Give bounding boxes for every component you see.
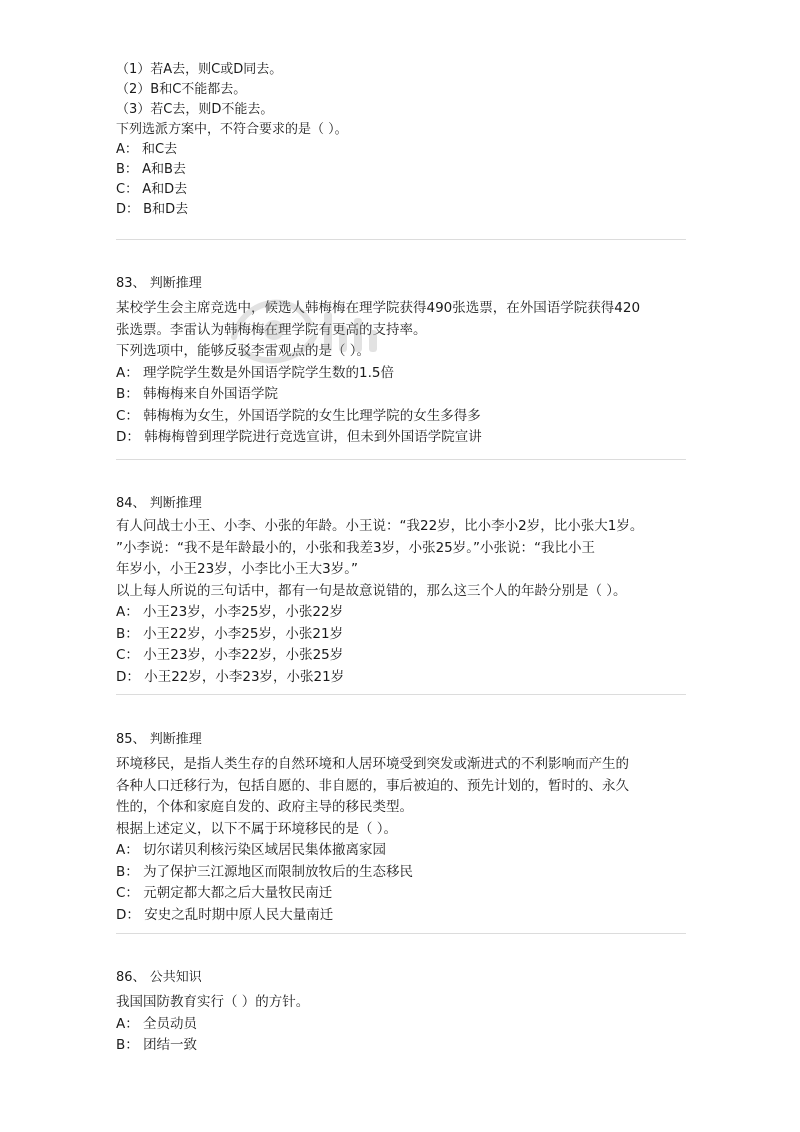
divider — [116, 239, 686, 240]
option-label: D： — [116, 906, 140, 923]
option-b — [116, 624, 686, 646]
option-text: 和C去 — [142, 142, 178, 157]
intro-line: 下列选派方案中，不符合要求的是（ ）。 — [116, 122, 348, 137]
question-stem-line: 某校学生会主席竞选中，候选人韩梅梅在理学院获得490张选票，在外国语学院获得420 — [116, 300, 641, 316]
question-stem-line: 有人问战士小王、小李、小张的年龄。小王说：“我22岁，比小李小2岁，比小张大1岁。 — [116, 518, 644, 534]
option-text: 切尔诺贝利核污染区域居民集体撤离家园 — [143, 842, 387, 858]
question-stem-line: 以上每人所说的三句话中，都有一句是故意说错的，那么这三个人的年龄分别是（ ）。 — [116, 582, 627, 599]
divider — [116, 933, 686, 934]
question-header — [116, 494, 686, 514]
option-label: A： — [116, 842, 139, 858]
question-header — [116, 968, 686, 988]
option-a — [116, 363, 686, 385]
option-c — [116, 883, 686, 905]
option-label: C： — [116, 647, 139, 663]
option-label: A： — [116, 1015, 139, 1032]
option-a — [116, 602, 686, 624]
option-label: A： — [116, 604, 139, 620]
question-stem-line: ”小李说：“我不是年龄最小的，小张和我差3岁，小张25岁。”小张说：“我比小王 — [116, 539, 595, 556]
question-header — [116, 274, 686, 294]
option-label: C： — [116, 407, 139, 424]
question-category: 判断推理 — [149, 276, 202, 291]
option-text: 全员动员 — [143, 1015, 198, 1032]
option-text: 为了保护三江源地区而限制放牧后的生态移民 — [143, 863, 414, 880]
option-label: B： — [116, 162, 138, 177]
question-85 — [116, 730, 686, 923]
option-a — [116, 140, 177, 159]
option-a — [116, 1014, 686, 1036]
option-text: 小王22岁，小李23岁，小张21岁 — [144, 668, 345, 685]
option-label: A： — [116, 142, 138, 157]
option-text: 韩梅梅为女生，外国语学院的女生比理学院的女生多得多 — [143, 407, 481, 424]
question-stem-line: 性的，个体和家庭自发的、政府主导的移民类型。 — [116, 799, 413, 815]
question-stem-line: 各种人口迁移行为，包括自愿的、非自愿的，事后被迫的、预先计划的，暂时的、永久 — [116, 777, 629, 794]
option-c — [116, 406, 686, 428]
option-label: C： — [116, 182, 139, 197]
question-stem-line: 年岁小，小王23岁，小李比小王大3岁。” — [116, 561, 359, 577]
divider — [116, 694, 686, 695]
question-stem-line: 下列选项中，能够反驳李雷观点的是（ ）。 — [116, 343, 371, 359]
option-text: B和D去 — [143, 202, 189, 217]
option-text: 安史之乱时期中原人民大量南迁 — [144, 906, 334, 923]
option-b — [116, 384, 686, 406]
option-text: 小王23岁，小李22岁，小张25岁 — [143, 647, 344, 663]
option-label: B： — [116, 1037, 139, 1053]
option-a — [116, 840, 686, 862]
intro-line: （3）若C去，则D不能去。 — [116, 102, 274, 117]
question-number: 84、 — [116, 496, 146, 511]
option-label: C： — [116, 885, 139, 901]
question-category: 判断推理 — [149, 732, 202, 747]
question-category: 公共知识 — [149, 970, 202, 985]
option-text: 小王22岁，小李25岁，小张21岁 — [143, 625, 344, 642]
option-b — [116, 862, 686, 884]
option-c — [116, 180, 187, 199]
option-label: A： — [116, 364, 139, 381]
option-text: 理学院学生数是外国语学院学生数的1.5倍 — [143, 364, 395, 381]
question-stem-line: 我国国防教育实行（ ）的方针。 — [116, 994, 310, 1010]
option-label: B： — [116, 863, 139, 880]
question-category: 判断推理 — [149, 496, 202, 511]
option-text: A和B去 — [142, 162, 186, 177]
question-header — [116, 730, 686, 750]
question-stem-line: 根据上述定义，以下不属于环境移民的是（ ）。 — [116, 820, 398, 837]
option-label: D： — [116, 202, 140, 217]
question-83 — [116, 274, 686, 445]
option-b — [116, 1035, 686, 1057]
option-d — [116, 905, 686, 927]
option-text: 韩梅梅来自外国语学院 — [143, 386, 279, 402]
question-number: 86、 — [116, 970, 146, 985]
question-stem-line: 张选票。李雷认为韩梅梅在理学院有更高的支持率。 — [116, 321, 427, 338]
option-d — [116, 427, 686, 449]
intro-line: （1）若A去，则C或D同去。 — [116, 62, 283, 77]
option-text: 韩梅梅曾到理学院进行竞选宣讲，但未到外国语学院宣讲 — [144, 429, 482, 445]
option-d — [116, 667, 686, 689]
option-text: A和D去 — [142, 182, 188, 197]
question-number: 85、 — [116, 732, 146, 747]
option-label: D： — [116, 429, 140, 445]
option-text: 元朝定都大都之后大量牧民南迁 — [143, 885, 333, 901]
option-b — [116, 160, 186, 179]
question-86 — [116, 968, 686, 1053]
question-84 — [116, 494, 686, 685]
option-label: B： — [116, 625, 139, 642]
divider — [116, 459, 686, 460]
question-number: 83、 — [116, 276, 146, 291]
option-d — [116, 200, 188, 219]
option-c — [116, 645, 686, 667]
option-label: B： — [116, 386, 139, 402]
option-text: 小王23岁，小李25岁，小张22岁 — [143, 604, 344, 620]
question-stem-line: 环境移民，是指人类生存的自然环境和人居环境受到突发或渐进式的不利影响而产生的 — [116, 756, 629, 772]
option-text: 团结一致 — [143, 1037, 198, 1053]
option-label: D： — [116, 668, 140, 685]
intro-line: （2）B和C不能都去。 — [116, 82, 247, 97]
